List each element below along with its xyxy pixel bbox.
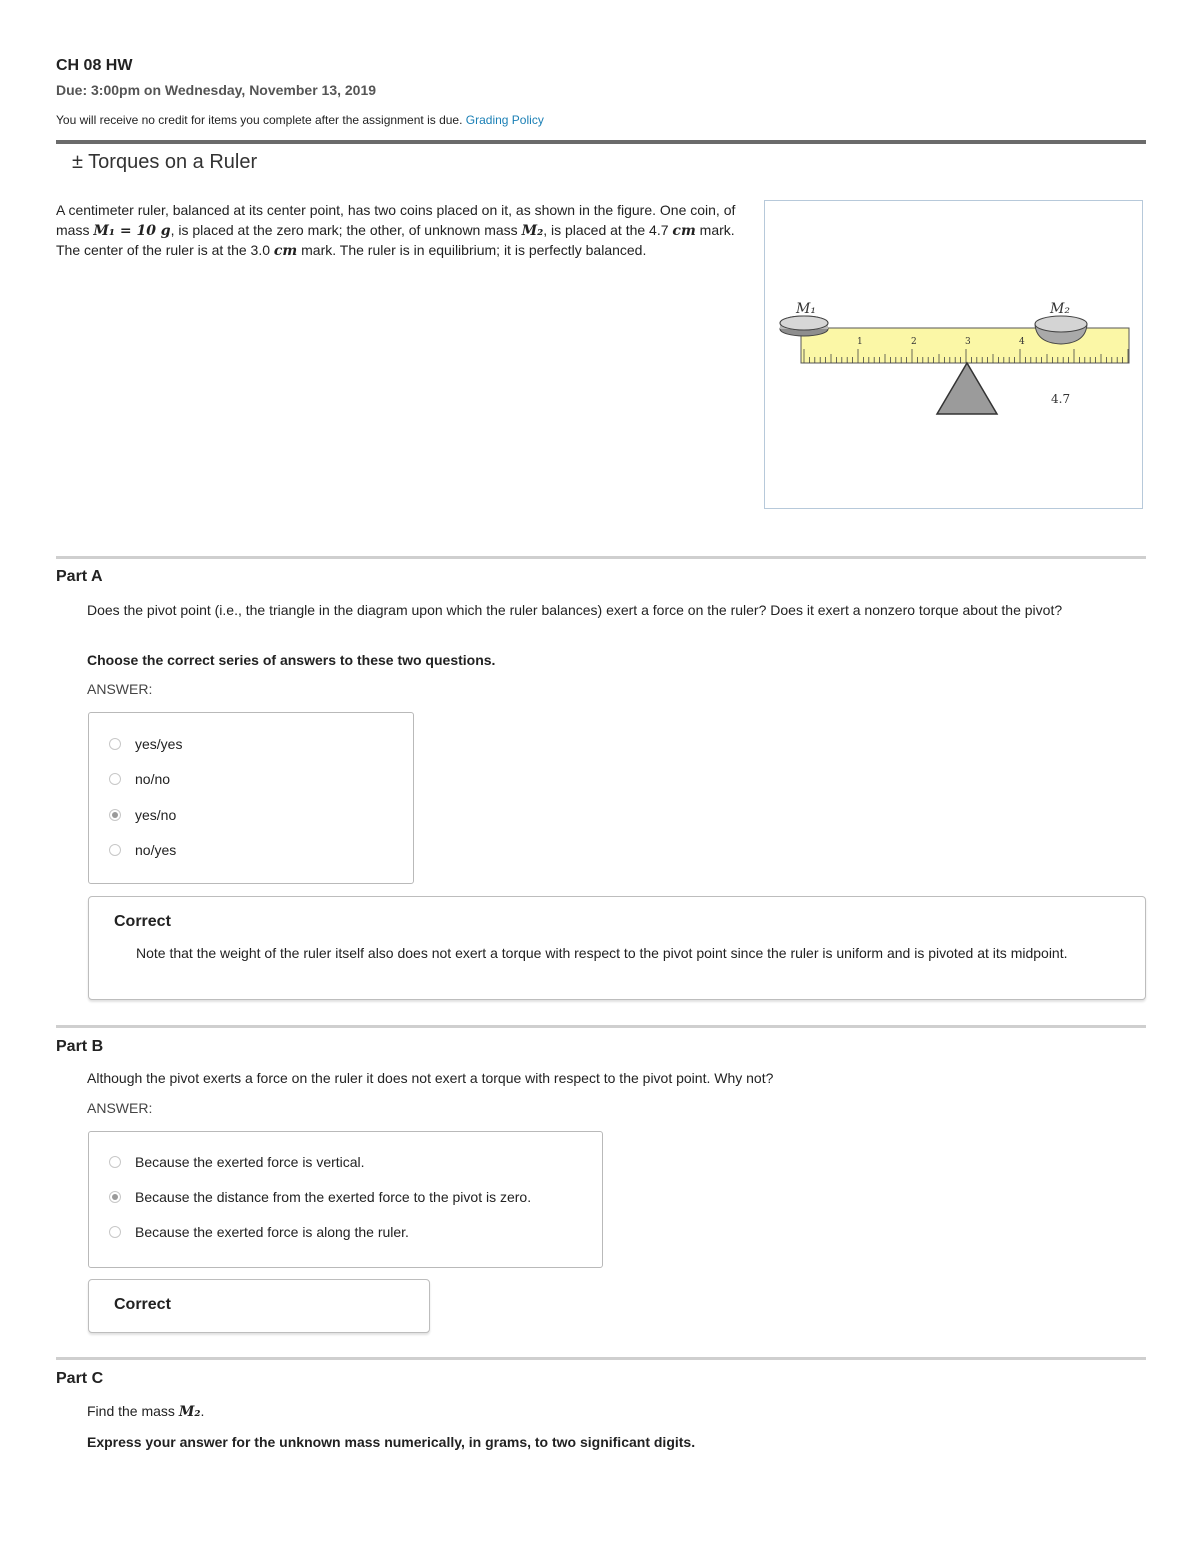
choice-option[interactable] <box>109 1222 409 1242</box>
part-c-question-end: . <box>200 1403 205 1419</box>
position-label: 4.7 <box>1051 392 1071 406</box>
part-b-feedback <box>88 1279 430 1333</box>
choice-label: Because the exerted force is vertical. <box>135 1154 365 1170</box>
late-notice-text: You will receive no credit for items you complete after the assignment is due. <box>56 113 463 127</box>
answer-label: ANSWER: <box>87 681 153 697</box>
part-b-choices <box>88 1131 603 1268</box>
answer-label: ANSWER: <box>87 1100 153 1116</box>
feedback-text: Note that the weight of the ruler itself also does not exert a torque with respect to the pivot point since the ruler is uniform and is pivoted at its midpoint. <box>136 945 1068 961</box>
m1-label: M₁ <box>796 301 816 317</box>
part-a-divider <box>56 556 1146 559</box>
part-a-feedback <box>88 896 1146 1000</box>
choice-option[interactable] <box>109 769 170 789</box>
part-b-label: Part B <box>56 1038 104 1055</box>
m1-expression: M₁ = 10 g <box>93 222 171 239</box>
coin-m1 <box>780 316 828 336</box>
feedback-title: Correct <box>114 913 171 930</box>
part-c-label: Part C <box>56 1370 104 1387</box>
choice-label: no/yes <box>135 842 177 858</box>
radio-button[interactable] <box>109 844 121 856</box>
intro-text-2: , is placed at the zero mark; the other, of unknown mass <box>170 221 522 238</box>
due-date: Due: 3:00pm on Wednesday, November 13, 2019 <box>56 82 377 98</box>
m2-label: M₂ <box>1050 301 1070 317</box>
problem-intro <box>56 201 750 262</box>
choice-label: Because the distance from the exerted force to the pivot is zero. <box>135 1189 532 1205</box>
m2-symbol: M₂ <box>521 222 544 239</box>
intro-text-3: , is placed at the 4.7 <box>543 221 673 238</box>
intro-text-5: mark. The ruler is in equilibrium; it is perfectly balanced. <box>297 242 647 258</box>
choice-option[interactable] <box>109 840 176 860</box>
part-c-divider <box>56 1357 1146 1360</box>
ruler-number: 3 <box>965 337 971 347</box>
ruler-number: 4 <box>1019 337 1025 347</box>
part-a-choices <box>88 712 414 884</box>
m2-symbol: M₂ <box>178 1404 201 1420</box>
radio-button[interactable] <box>109 738 121 750</box>
radio-button-selected[interactable] <box>109 809 121 821</box>
choice-label: no/no <box>135 771 171 787</box>
unit-cm: cm <box>273 243 298 259</box>
radio-button[interactable] <box>109 1156 121 1168</box>
part-c-question <box>87 1402 204 1423</box>
part-b-divider <box>56 1025 1146 1028</box>
ruler-diagram <box>765 201 1142 508</box>
part-a-label: Part A <box>56 568 103 585</box>
choice-option[interactable] <box>109 734 182 754</box>
radio-button[interactable] <box>109 1226 121 1238</box>
intro-text-4: mark. The center of the ruler is at the 3.0 <box>56 221 735 258</box>
radio-button-selected[interactable] <box>109 1191 121 1203</box>
grading-policy-link[interactable]: Grading Policy <box>465 113 544 127</box>
radio-button[interactable] <box>109 773 121 785</box>
unit-cm: cm <box>672 222 696 239</box>
choice-option-selected[interactable] <box>109 805 176 825</box>
choice-label: Because the exerted force is along the ruler. <box>135 1224 409 1240</box>
part-c-instruction <box>87 1433 695 1453</box>
choice-option[interactable] <box>109 1152 365 1172</box>
intro-text-1: A centimeter ruler, balanced at its center point, has two coins placed on it, as shown in the figure. One coin, of mass <box>56 202 736 238</box>
part-b-question: Although the pivot exerts a force on the ruler it does not exert a torque with respect to the pivot point. Why not? <box>87 1070 774 1086</box>
part-a-instruction <box>87 651 495 671</box>
part-c-question-text: Find the mass <box>87 1403 179 1419</box>
header-divider <box>56 140 1146 144</box>
ruler-figure <box>764 200 1143 509</box>
ruler-number: 2 <box>911 337 917 347</box>
choice-option-selected[interactable] <box>109 1187 531 1207</box>
assignment-title: CH 08 HW <box>56 57 133 74</box>
ruler-number: 1 <box>857 337 863 347</box>
feedback-title: Correct <box>114 1296 171 1313</box>
problem-title: ± Torques on a Ruler <box>72 151 258 173</box>
late-notice <box>56 113 544 127</box>
part-a-instruction-text: Choose the correct series of answers to these two questions. <box>87 652 496 668</box>
choice-label: yes/no <box>135 807 177 823</box>
pivot-triangle <box>937 363 997 414</box>
part-a-question: Does the pivot point (i.e., the triangle in the diagram upon which the ruler balances) exert a force on the ruler? Does it exert a nonzero torque about the pivot? <box>87 602 1063 618</box>
choice-label: yes/yes <box>135 736 183 752</box>
part-c-instruction-text: Express your answer for the unknown mass numerically, in grams, to two significant digits. <box>87 1434 696 1450</box>
